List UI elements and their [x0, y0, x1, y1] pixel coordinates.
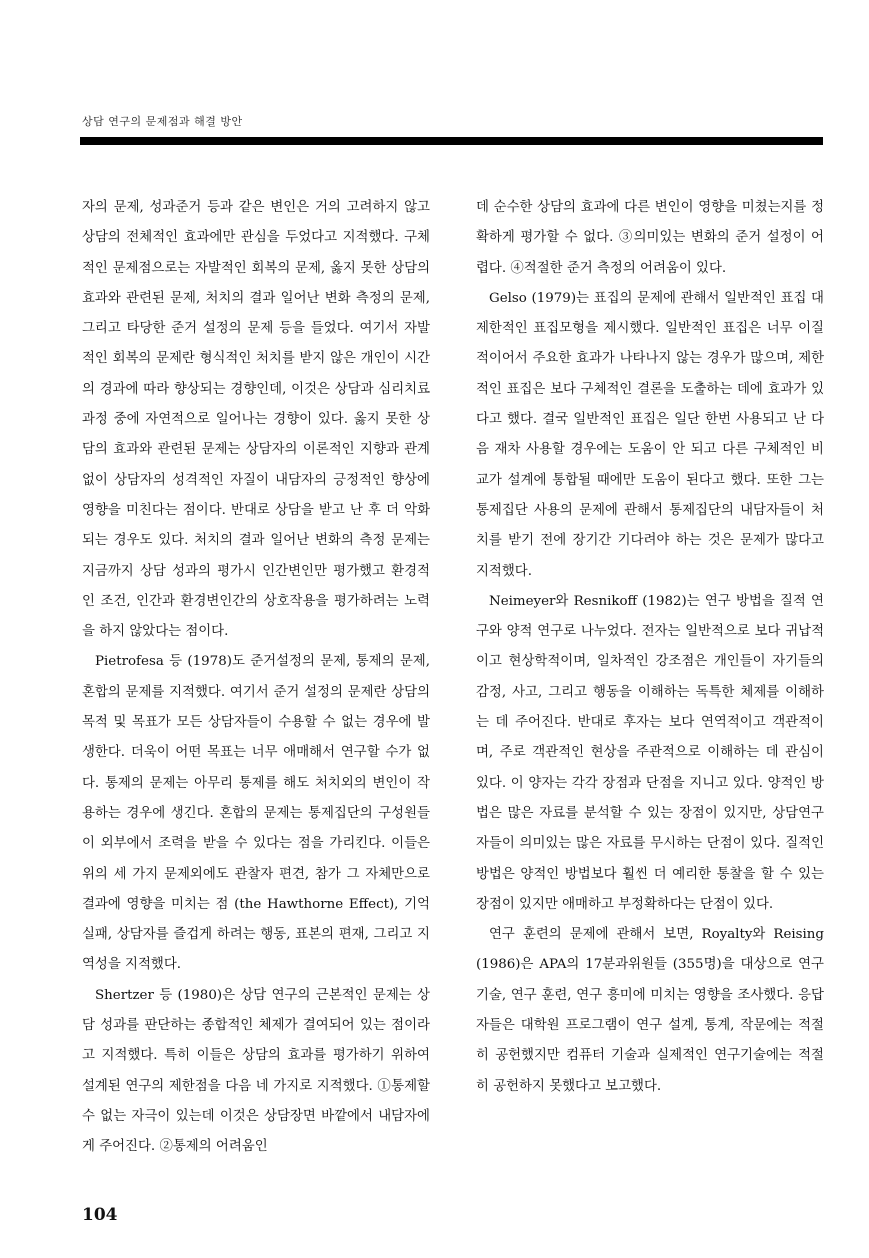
body-paragraph: Shertzer 등 (1980)은 상담 연구의 근본적인 문제는 상담 성과를 판단하는 종합적인 체제가 결여되어 있는 점이라고 지적했다. 특히 이들은 상담의 효과를 평가하기 위하여 설계된 연구의 제한점을 다음 네 가지로 지적했다. ①통제할 수 없는 자극이 있는데 이것은 상담장면 바깥에서 내담자에게 주어진다. ②통제의 어려움인 [82, 987, 430, 1155]
body-paragraph: 자의 문제, 성과준거 등과 같은 변인은 거의 고려하지 않고 상담의 전체적인 효과에만 관심을 두었다고 지적했다. 구체적인 문제점으로는 자발적인 회복의 문제, 옳지 못한 상담의 효과와 관련된 문제, 처치의 결과 일어난 변화 측정의 문제, 그리고 타당한 준거 설정의 문제 등을 들었다. 여기서 자발적인 회복의 문제란 형식적인 처치를 받지 않은 개인이 시간의 경과에 따라 향상되는 경향인데, 이것은 상담과 심리치료 과정 중에 자연적으로 일어나는 경향이 있다. 옳지 못한 상담의 효과와 관련된 문제는 상담자의 이론적인 지향과 관계없이 상담자의 성격적인 자질이 내담자의 긍정적인 향상에 영향을 미친다는 점이다. 반대로 상담을 받고 난 후 더 악화되는 경우도 있다. 처치의 결과 일어난 변화의 측정 문제는 지금까지 상담 성과의 평가시 인간변인만 평가했고 환경적인 조건, 인간과 환경변인간의 상호작용을 평가하려는 노력을 하지 않았다는 점이다. [82, 200, 430, 640]
page-number: 104 [82, 1205, 118, 1225]
body-paragraph: 데 순수한 상담의 효과에 다른 변인이 영향을 미쳤는지를 정확하게 평가할 수 없다. ③의미있는 변화의 준거 설정이 어렵다. ④적절한 준거 측정의 어려움이 있다. [476, 200, 824, 276]
body-paragraph: 연구 훈련의 문제에 관해서 보면, Royalty와 Reising (1986)은 APA의 17분과위원들 (355명)을 대상으로 연구 기술, 연구 훈련, 연구 흥미에 미치는 영향을 조사했다. 응답자들은 대학원 프로그램이 연구 설계, 통계, 작문에는 적절히 공헌했지만 컴퓨터 기술과 실제적인 연구기술에는 적절히 공헌하지 못했다고 보고했다. [476, 927, 824, 1094]
body-paragraph: Neimeyer와 Resnikoff (1982)는 연구 방법을 질적 연구와 양적 연구로 나누었다. 전자는 일반적으로 보다 귀납적이고 현상학적이며, 일차적인 강조점은 개인들이 자기들의 감정, 사고, 그리고 행동을 이해하는 독특한 체제를 이해하는 데 주어진다. 반대로 후자는 보다 연역적이고 객관적이며, 주로 객관적인 현상을 주관적으로 이해하는 데 관심이 있다. 이 양자는 각각 장점과 단점을 지니고 있다. 양적인 방법은 많은 자료를 분석할 수 있는 장점이 있지만, 상담연구자들이 의미있는 많은 자료를 무시하는 단점이 있다. 질적인 방법은 양적인 방법보다 훨씬 더 예리한 통찰을 할 수 있는 장점이 있지만 애매하고 부정확하다는 단점이 있다. [476, 593, 824, 912]
left-column [82, 193, 430, 1163]
running-head: 상담 연구의 문제점과 해결 방안 [82, 115, 243, 128]
body-paragraph: Gelso (1979)는 표집의 문제에 관해서 일반적인 표집 대 제한적인 표집모형을 제시했다. 일반적인 표집은 너무 이질적이어서 주요한 효과가 나타나지 않는 경우가 많으며, 제한적인 표집은 보다 구체적인 결론을 도출하는 데에 효과가 있다고 했다. 결국 일반적인 표집은 일단 한번 사용되고 난 다음 재차 사용할 경우에는 도움이 안 되고 다른 구체적인 비교가 설계에 통합될 때에만 도움이 된다고 했다. 또한 그는 통제집단 사용의 문제에 관해서 통제집단의 내담자들이 처치를 받기 전에 장기간 기다려야 하는 것은 문제가 많다고 지적했다. [476, 290, 824, 579]
right-column [476, 193, 824, 1102]
body-paragraph: Pietrofesa 등 (1978)도 준거설정의 문제, 통제의 문제, 혼합의 문제를 지적했다. 여기서 준거 설정의 문제란 상담의 목적 및 목표가 모든 상담자들이 수용할 수 없는 경우에 발생한다. 더욱이 어떤 목표는 너무 애매해서 연구할 수가 없다. 통제의 문제는 아무리 통제를 해도 처치외의 변인이 작용하는 경우에 생긴다. 혼합의 문제는 통제집단의 구성원들이 외부에서 조력을 받을 수 있다는 점을 가리킨다. 이들은 위의 세 가지 문제외에도 관찰자 편견, 참가 그 자체만으로 결과에 영향을 미치는 점 (the Hawthorne Effect), 기억 실패, 상담자를 즐겁게 하려는 행동, 표본의 편재, 그리고 지역성을 지적했다. [82, 654, 430, 973]
header-rule [80, 137, 823, 145]
